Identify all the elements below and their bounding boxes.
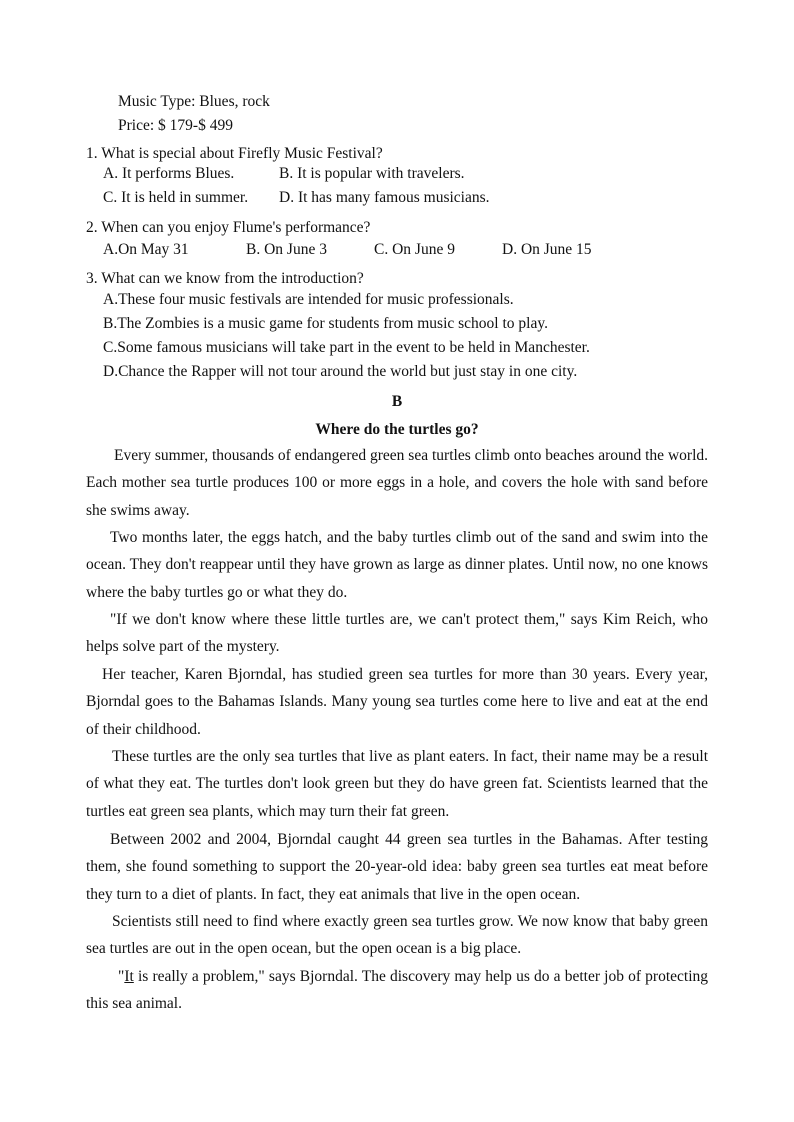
last-paragraph-rest: is really a problem," says Bjorndal. The discovery may help us do a better job of protecting this sea animal. [86, 968, 708, 1013]
question-1-stem: 1. What is special about Firefly Music Festival? [86, 145, 383, 162]
passage-paragraph-1: Every summer, thousands of endangered green sea turtles climb onto beaches around the world. Each mother sea turtle produces 100 or more eggs in a hole, and covers the hole with sand before she swims away. [86, 447, 708, 519]
passage-paragraph-2: Two months later, the eggs hatch, and the baby turtles climb out of the sand and swim into the ocean. They don't reappear until they have grown as large as dinner plates. Until now, no one knows where the baby turtles go or what they do. [86, 529, 708, 601]
question-2-stem: 2. When can you enjoy Flume's performance? [86, 219, 371, 236]
passage-paragraph-8 [86, 963, 708, 1018]
q3-option-d: D.Chance the Rapper will not tour around the world but just stay in one city. [103, 363, 578, 380]
q2-option-a: A.On May 31 [103, 241, 189, 258]
q2-option-c: C. On June 9 [374, 241, 455, 258]
passage-paragraph-5: These turtles are the only sea turtles that live as plant eaters. In fact, their name may be a result of what they eat. The turtles don't look green but they do have green fat. Scientists learned that the turtles eat green sea plants, which may turn their fat green. [86, 748, 708, 820]
q1-option-b: B. It is popular with travelers. [279, 165, 465, 182]
q2-option-d: D. On June 15 [502, 241, 592, 258]
q3-option-a: A.These four music festivals are intended for music professionals. [103, 291, 514, 308]
music-type-line: Music Type: Blues, rock [118, 93, 270, 110]
underlined-pronoun-it: It [124, 968, 134, 985]
passage-title: Where do the turtles go? [315, 421, 479, 438]
q1-option-c: C. It is held in summer. [103, 189, 249, 206]
passage-paragraph-4: Her teacher, Karen Bjorndal, has studied green sea turtles for more than 30 years. Every year, Bjorndal goes to the Bahamas Islands. Many young sea turtles come here to live and eat at the end of their childhood. [86, 666, 708, 738]
price-line: Price: $ 179-$ 499 [118, 117, 233, 134]
passage-paragraph-7: Scientists still need to find where exactly green sea turtles grow. We now know that baby green sea turtles are out in the open ocean, but the open ocean is a big place. [86, 913, 708, 958]
passage-paragraph-3: "If we don't know where these little turtles are, we can't protect them," says Kim Reich, who helps solve part of the mystery. [86, 611, 708, 656]
q3-option-c: C.Some famous musicians will take part in the event to be held in Manchester. [103, 339, 590, 356]
q3-option-b: B.The Zombies is a music game for students from music school to play. [103, 315, 548, 332]
open-quote: " [118, 968, 125, 985]
question-3-stem: 3. What can we know from the introduction? [86, 270, 364, 287]
q1-option-d: D. It has many famous musicians. [279, 189, 490, 206]
q1-option-a: A. It performs Blues. [103, 165, 235, 182]
section-letter: B [391, 393, 403, 410]
passage-paragraph-6: Between 2002 and 2004, Bjorndal caught 44 green sea turtles in the Bahamas. After testing them, she found something to support the 20-year-old idea: baby green sea turtles eat meat before they turn to a diet of plants. In fact, they eat animals that live in the open ocean. [86, 831, 708, 903]
q2-option-b: B. On June 3 [246, 241, 327, 258]
